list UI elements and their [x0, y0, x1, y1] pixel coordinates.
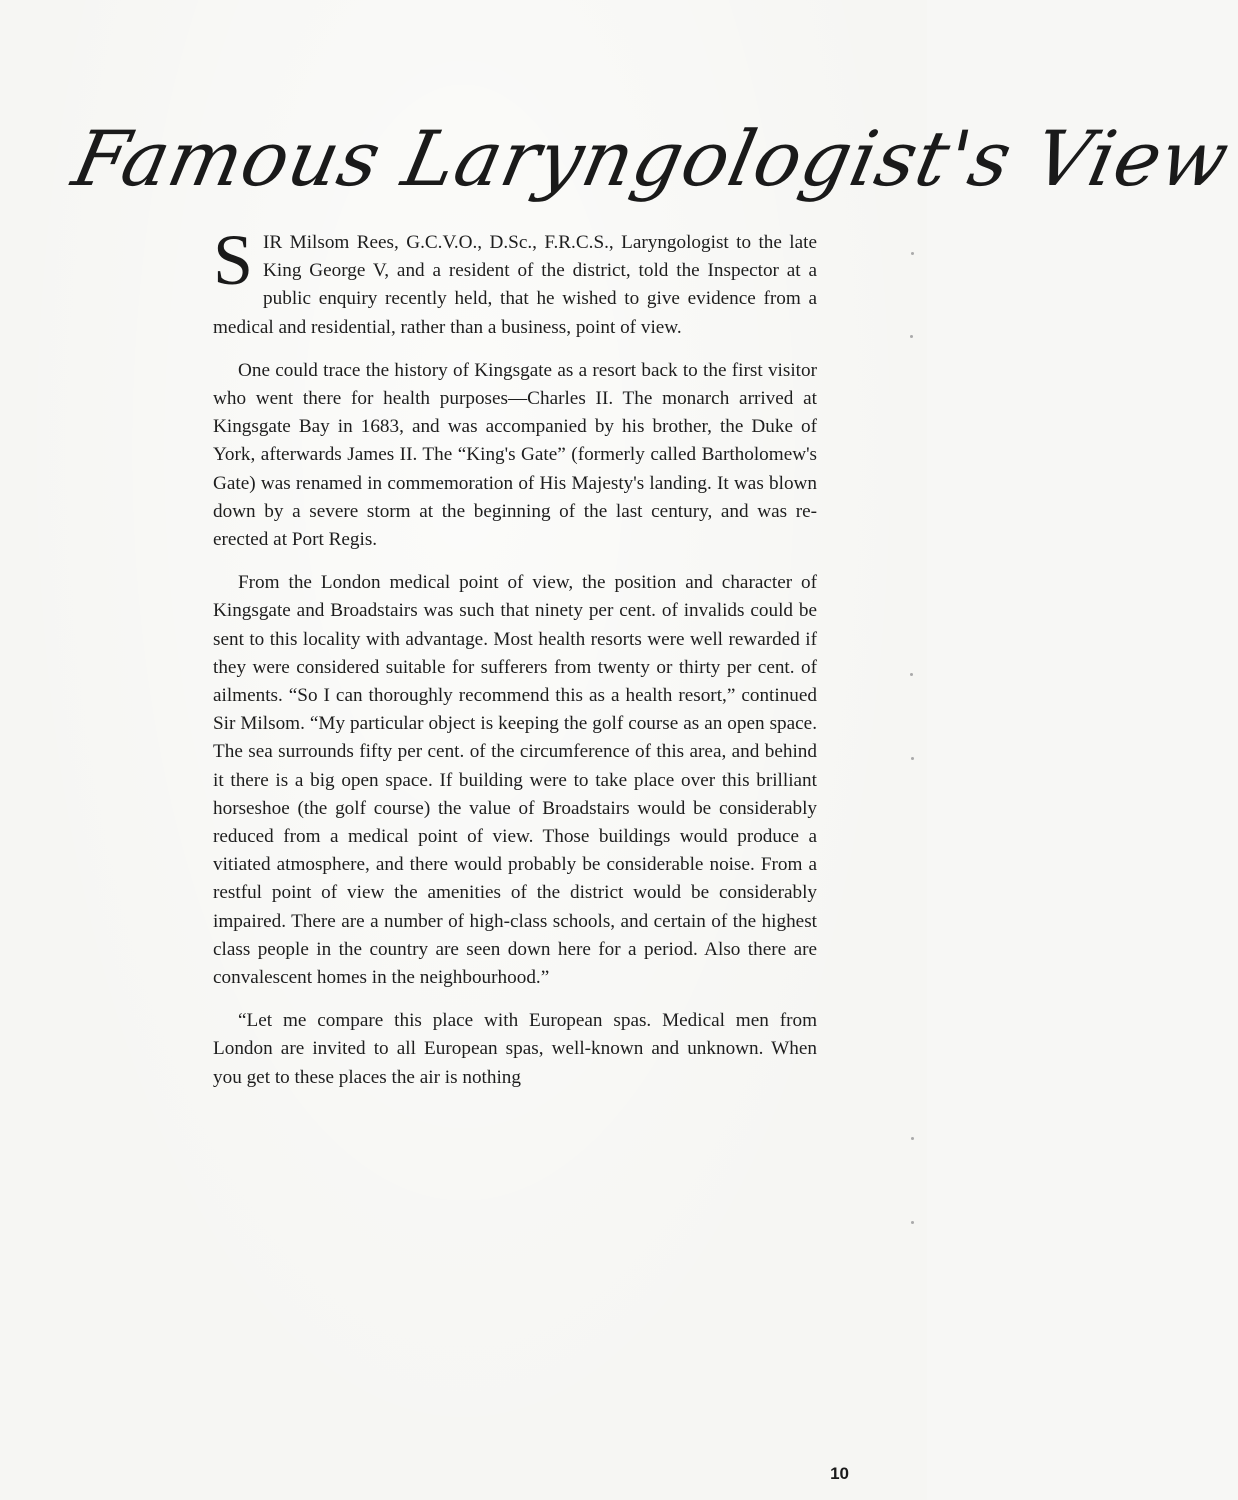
paper-speck [911, 1137, 914, 1140]
page-number: 10 [830, 1464, 849, 1483]
paragraph-intro [213, 220, 817, 342]
paragraph-european-spas: “Let me compare this place with European spas. Medical men from London are invited to all European spas, well-known and unknown. When you get to these places the air is nothing [213, 1010, 817, 1088]
paper-speck [910, 673, 913, 676]
paper-speck [911, 1221, 914, 1224]
paragraph-intro-text: IR Milsom Rees, G.C.V.O., D.Sc., F.R.C.S., Laryngologist to the late King George V, and a resident of the district, told the Inspector at a public enquiry recently held, that he wished to give evidence from a medical and residential, rather than a business, point of view. [213, 232, 817, 338]
article-body [213, 220, 817, 1107]
paper-speck [910, 335, 913, 338]
page-title: Famous Laryngologist's View [65, 113, 1238, 203]
paper-speck [911, 757, 914, 760]
paragraph-medical-view: From the London medical point of view, the position and character of Kingsgate and Broadstairs was such that ninety per cent. of invalids could be sent to this locality with advantage. Most health resorts were well rewarded if they were considered suitable for sufferers from twenty or thirty per cent. of ailments. “So I can thoroughly recommend this as a health resort,” continued Sir Milsom. “My particular object is keeping the golf course as an open space. The sea surrounds fifty per cent. of the circumference of this area, and behind it there is a big open space. If building were to take place over this brilliant horseshoe (the golf course) the value of Broadstairs would be considerably reduced from a medical point of view. Those buildings would produce a vitiated atmosphere, and there would probably be considerable noise. From a restful point of view the amenities of the district would be considerably impaired. There are a number of high-class schools, and certain of the highest class people in the country are seen down here for a period. Also there are convalescent homes in the neighbourhood.” [213, 572, 817, 989]
paper-speck [911, 252, 914, 255]
paragraph-history: One could trace the history of Kingsgate as a resort back to the first visitor who went there for health purposes—Charles II. The monarch arrived at Kingsgate Bay in 1683, and was accompanied by his brother, the Duke of York, afterwards James II. The “King's Gate” (formerly called Bartholomew's Gate) was renamed in commemoration of His Majesty's landing. It was blown down by a severe storm at the beginning of the last century, and was re-erected at Port Regis. [213, 359, 817, 551]
drop-cap: S [213, 220, 254, 300]
